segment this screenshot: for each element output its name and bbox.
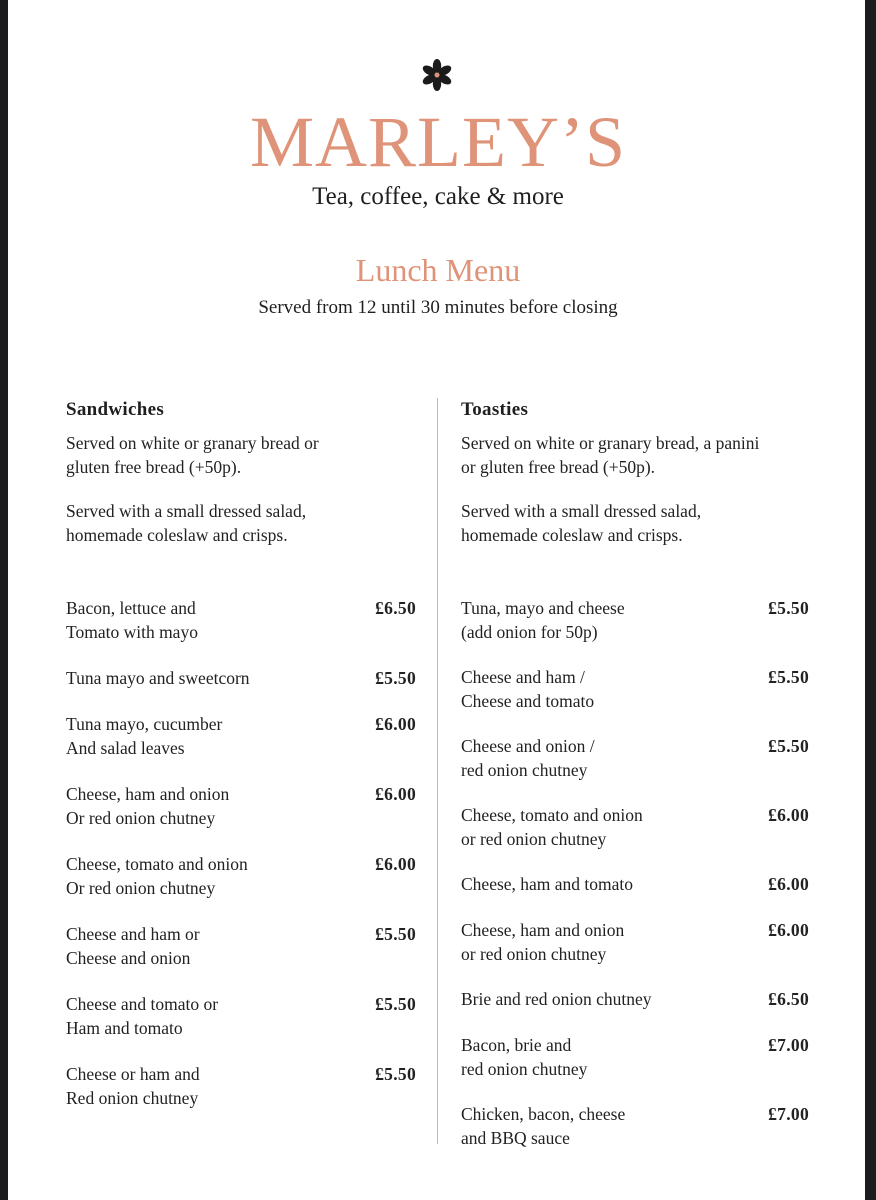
item-name: Tuna mayo, cucumber And salad leaves xyxy=(66,714,223,758)
item-price: £6.50 xyxy=(768,989,809,1009)
menu-items xyxy=(461,597,809,1172)
item-name: Bacon, brie and red onion chutney xyxy=(461,1035,588,1079)
menu-title: Lunch Menu xyxy=(355,252,521,288)
section-description: Served with a small dressed salad, homemade coleslaw and crisps. xyxy=(66,501,307,545)
item-price: £6.00 xyxy=(768,920,809,940)
menu-item xyxy=(66,923,416,993)
item-name: Cheese, tomato and onion or red onion chutney xyxy=(461,805,643,849)
menu-item xyxy=(461,666,809,735)
item-price: £7.00 xyxy=(768,1104,809,1124)
item-price: £5.50 xyxy=(768,598,809,618)
menu-item xyxy=(461,1103,809,1172)
item-name: Cheese and tomato or Ham and tomato xyxy=(66,994,219,1038)
item-name: Tuna, mayo and cheese (add onion for 50p) xyxy=(461,598,625,642)
brand-name: MARLEY’S xyxy=(249,102,626,182)
menu-item xyxy=(66,853,416,923)
menu-item xyxy=(66,667,416,713)
menu-item xyxy=(66,1063,416,1133)
item-price: £6.00 xyxy=(375,784,416,804)
item-name: Cheese, ham and onion or red onion chutney xyxy=(461,920,625,964)
item-name: Cheese and ham or Cheese and onion xyxy=(66,924,200,968)
column-divider xyxy=(437,398,438,1144)
sandwiches-section xyxy=(66,398,416,1108)
menu-subtitle: Served from 12 until 30 minutes before closing xyxy=(258,297,618,318)
item-price: £5.50 xyxy=(768,736,809,756)
menu-item xyxy=(461,988,809,1034)
menu-item xyxy=(461,735,809,804)
item-name: Cheese and ham / Cheese and tomato xyxy=(461,667,595,711)
item-name: Tuna mayo and sweetcorn xyxy=(66,668,250,688)
item-name: Bacon, lettuce and Tomato with mayo xyxy=(66,598,198,642)
item-name: Cheese, ham and tomato xyxy=(461,874,634,894)
item-price: £6.00 xyxy=(375,854,416,874)
menu-item xyxy=(461,873,809,919)
menu-item xyxy=(66,783,416,853)
item-price: £5.50 xyxy=(375,668,416,688)
item-price: £5.50 xyxy=(375,994,416,1014)
section-description: Served with a small dressed salad, homemade coleslaw and crisps. xyxy=(461,501,702,545)
item-name: Chicken, bacon, cheese and BBQ sauce xyxy=(461,1104,626,1148)
flower-icon xyxy=(420,58,454,92)
item-price: £5.50 xyxy=(768,667,809,687)
menu-items xyxy=(66,597,416,1133)
item-name: Cheese and onion / red onion chutney xyxy=(461,736,595,780)
menu-item xyxy=(461,1034,809,1103)
item-name: Cheese, ham and onion Or red onion chutney xyxy=(66,784,230,828)
item-price: £6.00 xyxy=(375,714,416,734)
item-price: £5.50 xyxy=(375,1064,416,1084)
item-price: £6.50 xyxy=(375,598,416,618)
menu-item xyxy=(66,993,416,1063)
item-price: £6.00 xyxy=(768,805,809,825)
menu-item xyxy=(66,597,416,667)
menu-item xyxy=(461,919,809,988)
tagline: Tea, coffee, cake & more xyxy=(312,183,564,210)
item-name: Brie and red onion chutney xyxy=(461,989,652,1009)
item-name: Cheese, tomato and onion Or red onion chutney xyxy=(66,854,248,898)
section-title: Sandwiches xyxy=(66,399,165,420)
section-description: Served on white or granary bread, a panini or gluten free bread (+50p). xyxy=(461,433,760,477)
item-price: £5.50 xyxy=(375,924,416,944)
section-description: Served on white or granary bread or gluten free bread (+50p). xyxy=(66,433,319,477)
toasties-section xyxy=(461,398,809,1148)
menu-item xyxy=(461,597,809,666)
item-price: £6.00 xyxy=(768,874,809,894)
menu-item xyxy=(66,713,416,783)
menu-item xyxy=(461,804,809,873)
item-price: £7.00 xyxy=(768,1035,809,1055)
section-title: Toasties xyxy=(461,399,529,420)
item-name: Cheese or ham and Red onion chutney xyxy=(66,1064,200,1108)
